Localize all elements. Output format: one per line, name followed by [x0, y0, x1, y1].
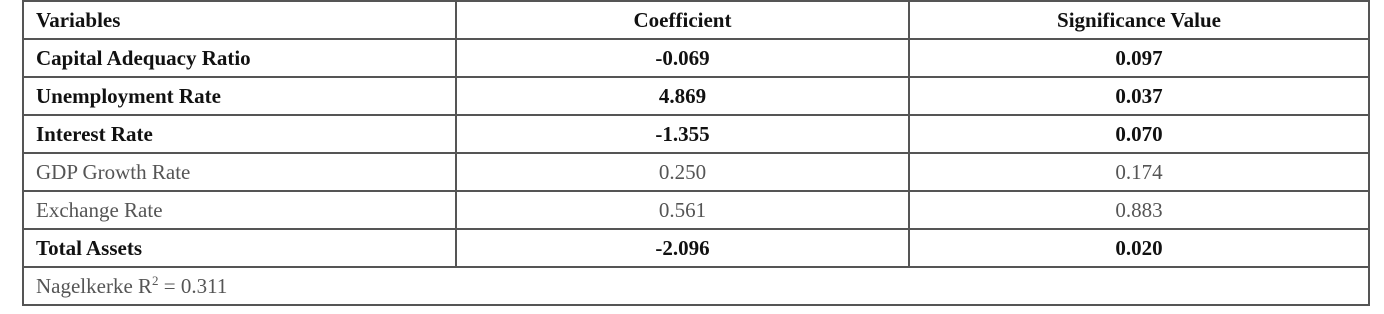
- coefficient-cell: 4.869: [456, 77, 909, 115]
- regression-results-table: [22, 0, 1370, 306]
- table-row: [23, 229, 1369, 267]
- coefficient-cell: -1.355: [456, 115, 909, 153]
- table-footer-row: [23, 267, 1369, 305]
- significance-cell: 0.097: [909, 39, 1369, 77]
- header-variables: Variables: [23, 1, 456, 39]
- note-superscript: 2: [152, 273, 159, 288]
- coefficient-cell: 0.561: [456, 191, 909, 229]
- variable-cell: Capital Adequacy Ratio: [23, 39, 456, 77]
- table-row: [23, 115, 1369, 153]
- nagelkerke-r2-note: [23, 267, 1369, 305]
- variable-cell: GDP Growth Rate: [23, 153, 456, 191]
- significance-cell: 0.070: [909, 115, 1369, 153]
- note-prefix: Nagelkerke R: [36, 274, 153, 298]
- variable-cell: Unemployment Rate: [23, 77, 456, 115]
- note-value: = 0.311: [158, 274, 228, 298]
- significance-cell: 0.883: [909, 191, 1369, 229]
- table-row: [23, 77, 1369, 115]
- coefficient-cell: -2.096: [456, 229, 909, 267]
- variable-cell: Exchange Rate: [23, 191, 456, 229]
- table-row: [23, 191, 1369, 229]
- significance-cell: 0.174: [909, 153, 1369, 191]
- coefficient-cell: -0.069: [456, 39, 909, 77]
- significance-cell: 0.037: [909, 77, 1369, 115]
- header-significance-value: Significance Value: [909, 1, 1369, 39]
- variable-cell: Interest Rate: [23, 115, 456, 153]
- significance-cell: 0.020: [909, 229, 1369, 267]
- table-row: [23, 153, 1369, 191]
- variable-cell: Total Assets: [23, 229, 456, 267]
- table-row: [23, 39, 1369, 77]
- coefficient-cell: 0.250: [456, 153, 909, 191]
- header-coefficient: Coefficient: [456, 1, 909, 39]
- table-header-row: [23, 1, 1369, 39]
